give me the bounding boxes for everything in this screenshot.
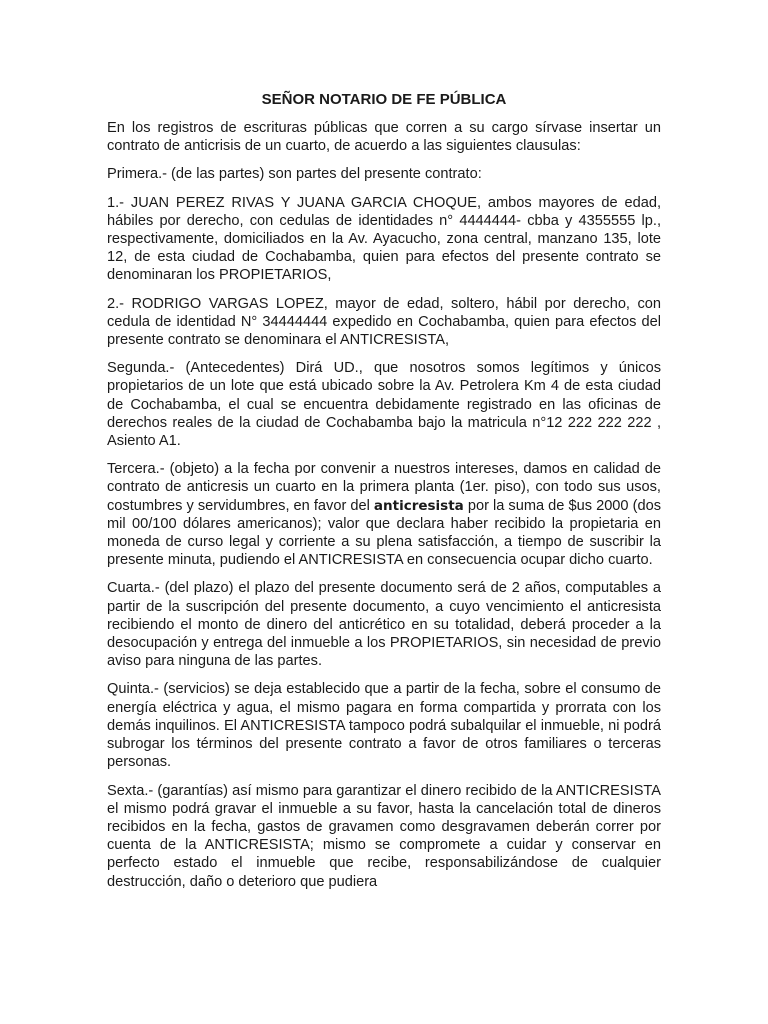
document-title: SEÑOR NOTARIO DE FE PÚBLICA [261,91,507,108]
intro-paragraph: En los registros de escrituras públicas que corren a su cargo sírvase insertar un contrato de anticrisis de un cuarto, de acuerdo a las siguientes clausulas: [107,120,661,155]
clause-segunda: Segunda.- (Antecedentes) Dirá UD., que nosotros somos legítimos y únicos propietarios de un lote que está ubicado sobre la Av. Petrolera Km 4 de esta ciudad de Cochabamba, el cual se encuentra debidamente registrado en las oficinas de derechos reales de la ciudad de Cochabamba bajo la matricula n°12 222 222 222 , Asiento A1. [107,360,661,450]
clause-tercera-text-before: Tercera.- (objeto) a la fecha por convenir a nuestros intereses, damos en calidad de contrato de anticresis un cuarto en la primera planta (1er. piso), con todo sus usos, costumbres y servidumbres, en favor del [107,461,661,514]
party-two-paragraph: 2.- RODRIGO VARGAS LOPEZ, mayor de edad, soltero, hábil por derecho, con cedula de identidad N° 34444444 expedido en Cochabamba, quien para efectos del presente contrato se denominara el ANTICRESISTA, [107,295,661,349]
clause-cuarta: Cuarta.- (del plazo) el plazo del presente documento será de 2 años, computables a partir de la suscripción del presente documento, a cuyo vencimiento el anticresista recibiendo el monto de dinero del anticrético en su totalidad, deberá proceder a la desocupación y entrega del inmueble a los PROPIETARIOS, sin necesidad de previo aviso para ninguna de las partes. [107,580,661,670]
document-page [107,91,661,891]
clause-tercera-bold-term: anticresista [373,497,464,514]
clause-tercera-text-after: por la suma de $us 2000 (dos mil 00/100 dólares americanos); valor que declara haber recibido la propietaria en moneda de curso legal y corriente a su plena satisfacción, a tiempo de suscribir la presente minuta, pudiendo el ANTICRESISTA en consecuencia ocupar dicho cuarto. [107,497,661,569]
clause-quinta: Quinta.- (servicios) se deja establecido que a partir de la fecha, sobre el consumo de energía eléctrica y agua, el mismo pagara en forma compartida y prorrata con los demás inquilinos. El ANTICRESISTA tampoco podrá subalquilar el inmueble, ni podrá subrogar los términos del presente contrato a favor de otros familiares o terceras personas. [107,681,661,771]
party-one-paragraph: 1.- JUAN PEREZ RIVAS Y JUANA GARCIA CHOQUE, ambos mayores de edad, hábiles por derecho, con cedulas de identidades n° 4444444- cbba y 4355555 lp., respectivamente, domiciliados en la Av. Ayacucho, zona central, manzano 135, lote 12, de esta ciudad de Cochabamba, quien para efectos del presente contrato se denominaran los PROPIETARIOS, [107,194,661,284]
clause-tercera [107,460,661,569]
clause-sexta: Sexta.- (garantías) así mismo para garantizar el dinero recibido de la ANTICRESISTA el mismo podrá gravar el inmueble a su favor, hasta la cancelación total de dineros recibidos en la fecha, gastos de gravamen como desgravamen deberán correr por cuenta de la ANTICRESISTA; mismo se compromete a cuidar y conservar en perfecto estado el inmueble que recibe, responsabilizándose de cualquier destrucción, daño o deterioro que pudiera [107,782,661,890]
clause-primera: Primera.- (de las partes) son partes del presente contrato: [107,166,482,183]
